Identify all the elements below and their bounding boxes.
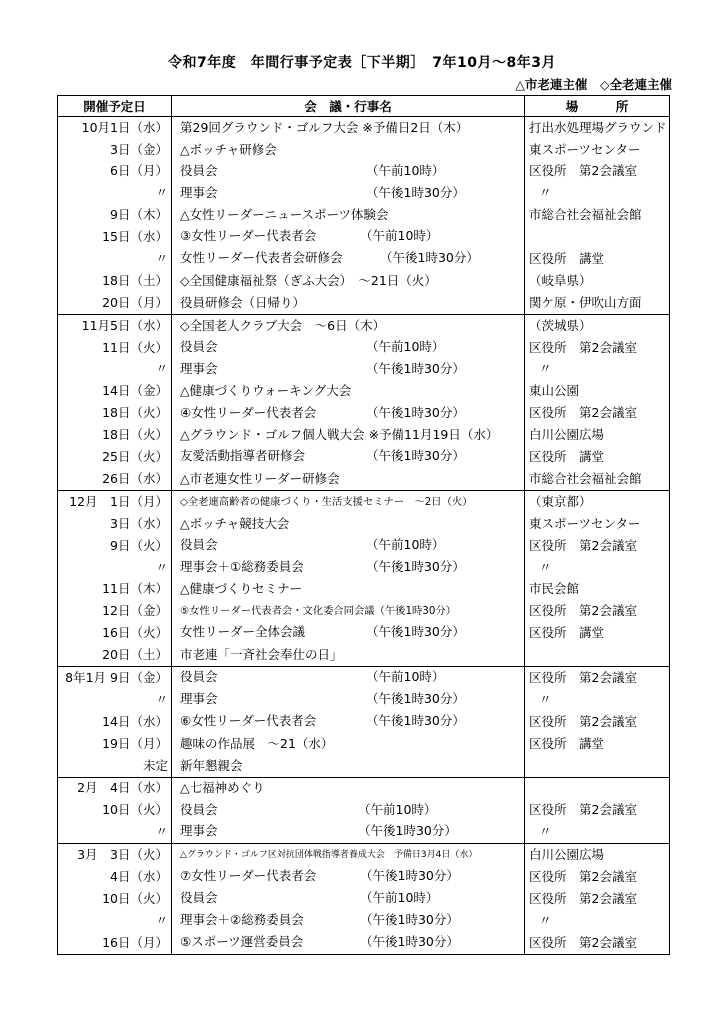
row-event-cell [172, 446, 525, 468]
row-event: 新年懇親会 [172, 755, 525, 777]
table-row [58, 866, 670, 888]
table-row [58, 139, 670, 161]
row-place: 市総合社会福祉会館 [525, 468, 670, 490]
table-row [58, 513, 670, 535]
row-place: 東山公園 [525, 381, 670, 403]
row-date: 11日（火） [58, 337, 172, 359]
table-row [58, 535, 670, 557]
row-event: 役員研修会（日帰り） [172, 292, 525, 314]
row-place: 〃 [525, 359, 670, 381]
row-place: 区役所 講堂 [525, 446, 670, 468]
row-place: 市民会館 [525, 579, 670, 601]
row-event-cell [172, 711, 525, 733]
row-event: △グラウンド・ゴルフ個人戦大会 ※予備11月19日（水） [172, 424, 525, 446]
row-time: （午後1時30分） [366, 184, 465, 200]
row-date: 3月 3日（火） [58, 844, 172, 866]
row-event: 女性リーダー全体会議 [180, 624, 306, 640]
legend: △市老連主催 ◇全老連主催 [515, 77, 672, 92]
row-date: 10日（火） [58, 800, 172, 822]
row-date: 18日（土） [58, 270, 172, 292]
row-time: （午前10時） [360, 228, 439, 244]
row-place: 打出水処理場グラウンド [525, 117, 670, 139]
row-event: 理事会＋①総務委員会 [180, 558, 304, 574]
table-row [58, 183, 670, 205]
row-date: 〃 [58, 689, 172, 711]
row-event: 趣味の作品展 ～21（水） [172, 733, 525, 755]
row-date: 8年1月 9日（金） [58, 667, 172, 689]
row-date: 2月 4日（水） [58, 777, 172, 799]
table-row [58, 381, 670, 403]
row-date: 18日（火） [58, 424, 172, 446]
row-date: 〃 [58, 359, 172, 381]
row-date: 25日（火） [58, 446, 172, 468]
row-event: △七福神めぐり [172, 777, 525, 799]
row-time: （午後1時30分） [366, 691, 465, 707]
row-place: 〃 [525, 910, 670, 932]
table-row [58, 248, 670, 270]
row-place: 〃 [525, 557, 670, 579]
table-header-row [58, 96, 670, 117]
row-event: △女性リーダーニュースポーツ体験会 [172, 205, 525, 227]
row-place: 東スポーツセンター [525, 513, 670, 535]
row-date: 3日（水） [58, 513, 172, 535]
row-date: 14日（金） [58, 381, 172, 403]
row-place: 〃 [525, 183, 670, 205]
table-row [58, 117, 670, 139]
row-place: （岐阜県） [525, 270, 670, 292]
row-event: 理事会 [180, 823, 218, 839]
row-time: （午後1時30分） [360, 868, 459, 884]
row-date: 11月5日（水） [58, 315, 172, 337]
row-place: （東京都） [525, 491, 670, 513]
row-place: 区役所 第2会議室 [525, 535, 670, 557]
row-date: 4日（水） [58, 866, 172, 888]
table-row [58, 711, 670, 733]
header-date: 開催予定日 [58, 96, 172, 117]
row-event: 理事会 [180, 691, 218, 707]
row-place: 白川公園広場 [525, 844, 670, 866]
row-place: （茨城県） [525, 315, 670, 337]
row-event-cell [172, 800, 525, 822]
row-time: （午後1時30分） [366, 624, 465, 640]
row-time: （午後1時30分） [360, 912, 459, 927]
table-row [58, 315, 670, 337]
row-place: 市総合社会福祉会館 [525, 205, 670, 227]
row-place: 区役所 第2会議室 [525, 161, 670, 183]
row-place: 区役所 第2会議室 [525, 667, 670, 689]
row-place: 区役所 第2会議室 [525, 888, 670, 910]
row-time: （午前10時） [366, 338, 445, 354]
row-time: （午後1時30分） [366, 448, 465, 464]
row-date: 12月 1日（月） [58, 491, 172, 513]
row-event-cell [172, 535, 525, 557]
row-date: 16日（火） [58, 622, 172, 644]
row-event: 第29回グラウンド・ゴルフ大会 ※予備日2日（木） [172, 117, 525, 139]
table-row [58, 644, 670, 666]
row-place: 関ケ原・伊吹山方面 [525, 292, 670, 314]
row-date: 20日（月） [58, 292, 172, 314]
table-row [58, 491, 670, 513]
table-row [58, 468, 670, 490]
row-event: △ボッチャ研修会 [172, 139, 525, 161]
row-event-cell [172, 337, 525, 359]
row-event: ④女性リーダー代表者会 [180, 404, 317, 420]
row-place [525, 755, 670, 777]
row-place [525, 777, 670, 799]
row-date: 〃 [58, 183, 172, 205]
row-event: ⑥女性リーダー代表者会 [180, 712, 317, 728]
row-date: 〃 [58, 248, 172, 270]
row-event: △健康づくりセミナー [172, 579, 525, 601]
row-date: 11日（木） [58, 579, 172, 601]
table-row [58, 226, 670, 248]
row-event: 女性リーダー代表者会研修会 [180, 250, 343, 266]
row-event: ◇全国健康福祉祭（ぎふ大会） ～21日（火） [172, 270, 525, 292]
row-date: 18日（火） [58, 403, 172, 425]
row-event: 役員会 [180, 669, 218, 685]
row-event: ⑤スポーツ運営委員会 [180, 933, 304, 949]
row-event: 役員会 [180, 536, 218, 552]
table-row [58, 667, 670, 689]
row-date: 6日（月） [58, 161, 172, 183]
row-time: （午後1時30分） [380, 250, 479, 266]
row-place: 区役所 第2会議室 [525, 337, 670, 359]
row-place: 区役所 第2会議室 [525, 932, 670, 954]
row-place [525, 226, 670, 248]
row-place: 〃 [525, 689, 670, 711]
row-time: （午後1時30分） [366, 712, 465, 728]
row-event: 役員会 [180, 338, 218, 354]
row-event: 役員会 [180, 890, 218, 906]
table-row [58, 622, 670, 644]
row-event: ③女性リーダー代表者会 [180, 228, 317, 244]
row-event-cell [172, 226, 525, 248]
row-event: △市老連女性リーダー研修会 [172, 468, 525, 490]
row-event-cell [172, 822, 525, 844]
table-row [58, 557, 670, 579]
row-event-cell [172, 359, 525, 381]
table-row [58, 446, 670, 468]
row-event-cell [172, 910, 525, 932]
row-time: （午後1時30分） [366, 360, 465, 376]
table-row [58, 733, 670, 755]
table-row [58, 910, 670, 932]
row-time: （午前10時） [366, 536, 445, 552]
table-row [58, 161, 670, 183]
row-event: 友愛活動指導者研修会 [180, 448, 306, 464]
row-time: （午後1時30分） [358, 823, 457, 839]
row-event: 理事会 [180, 360, 218, 376]
row-date: 14日（水） [58, 711, 172, 733]
row-date: 未定 [58, 755, 172, 777]
row-place: 区役所 第2会議室 [525, 403, 670, 425]
row-place: 区役所 講堂 [525, 733, 670, 755]
table-row [58, 800, 670, 822]
row-time: （午後1時30分） [366, 404, 465, 420]
row-date: 16日（月） [58, 932, 172, 954]
row-event-cell [172, 161, 525, 183]
table-row [58, 932, 670, 954]
row-place: 〃 [525, 822, 670, 844]
row-time: （午前10時） [360, 890, 439, 906]
row-place: 区役所 第2会議室 [525, 866, 670, 888]
row-place: 区役所 第2会議室 [525, 800, 670, 822]
row-date: 12日（金） [58, 601, 172, 623]
page-title: 令和7年度 年間行事予定表［下半期］ 7年10月～8年3月 [168, 55, 556, 71]
table-row [58, 205, 670, 227]
row-date: 〃 [58, 910, 172, 932]
row-date: 10日（火） [58, 888, 172, 910]
row-event: △健康づくりウォーキング大会 [172, 381, 525, 403]
row-date: 9日（木） [58, 205, 172, 227]
row-time: （午前10時） [366, 162, 445, 178]
row-place [525, 644, 670, 666]
row-event: 役員会 [180, 162, 218, 178]
row-date: 10月1日（水） [58, 117, 172, 139]
table-row [58, 292, 670, 314]
table-row [58, 844, 670, 866]
row-place: 東スポーツセンター [525, 139, 670, 161]
row-event-cell [172, 689, 525, 711]
table-row [58, 337, 670, 359]
schedule-table [57, 95, 670, 955]
row-event: ⑤女性リーダー代表者会・文化委合同会議（午後1時30分） [172, 601, 525, 623]
row-event-cell [172, 888, 525, 910]
table-row [58, 777, 670, 799]
row-date: 26日（水） [58, 468, 172, 490]
table-row [58, 424, 670, 446]
row-date: 9日（火） [58, 535, 172, 557]
row-event: 理事会 [180, 184, 218, 200]
table-row [58, 689, 670, 711]
row-event: ◇全老連高齢者の健康づくり・生活支援セミナー ～2日（火） [172, 491, 525, 513]
row-event: 理事会＋②総務委員会 [180, 912, 304, 927]
row-place: 白川公園広場 [525, 424, 670, 446]
row-event-cell [172, 183, 525, 205]
row-event-cell [172, 622, 525, 644]
row-date: 3日（金） [58, 139, 172, 161]
row-date: 15日（水） [58, 226, 172, 248]
row-time: （午前10時） [366, 669, 445, 685]
row-event-cell [172, 403, 525, 425]
row-date: 19日（月） [58, 733, 172, 755]
row-event-cell [172, 248, 525, 270]
table-row [58, 359, 670, 381]
row-event: ⑦女性リーダー代表者会 [180, 868, 317, 884]
table-row [58, 601, 670, 623]
row-event: △ボッチャ競技大会 [172, 513, 525, 535]
table-row [58, 270, 670, 292]
row-event-cell [172, 667, 525, 689]
row-event-cell [172, 932, 525, 954]
table-row [58, 755, 670, 777]
row-place: 区役所 講堂 [525, 248, 670, 270]
row-time: （午後1時30分） [366, 558, 465, 574]
header-event: 会 議・行事名 [172, 96, 525, 117]
row-event: 市老連「一斉社会奉仕の日」 [172, 644, 525, 666]
row-time: （午後1時30分） [360, 933, 459, 949]
schedule-body [58, 117, 670, 955]
row-event: 役員会 [180, 801, 218, 817]
row-event-cell [172, 866, 525, 888]
table-row [58, 888, 670, 910]
row-date: 〃 [58, 822, 172, 844]
table-row [58, 579, 670, 601]
row-place: 区役所 第2会議室 [525, 601, 670, 623]
table-row [58, 822, 670, 844]
row-event: ◇全国老人クラブ大会 ～6日（木） [172, 315, 525, 337]
row-event: △グラウンド・ゴルフ区対抗団体戦指導者養成大会 予備日3月4日（水） [172, 844, 525, 866]
row-place: 区役所 第2会議室 [525, 711, 670, 733]
header-place: 場 所 [525, 96, 670, 117]
row-event-cell [172, 557, 525, 579]
row-date: 〃 [58, 557, 172, 579]
row-time: （午前10時） [358, 801, 437, 817]
table-row [58, 403, 670, 425]
row-place: 区役所 講堂 [525, 622, 670, 644]
row-date: 20日（土） [58, 644, 172, 666]
